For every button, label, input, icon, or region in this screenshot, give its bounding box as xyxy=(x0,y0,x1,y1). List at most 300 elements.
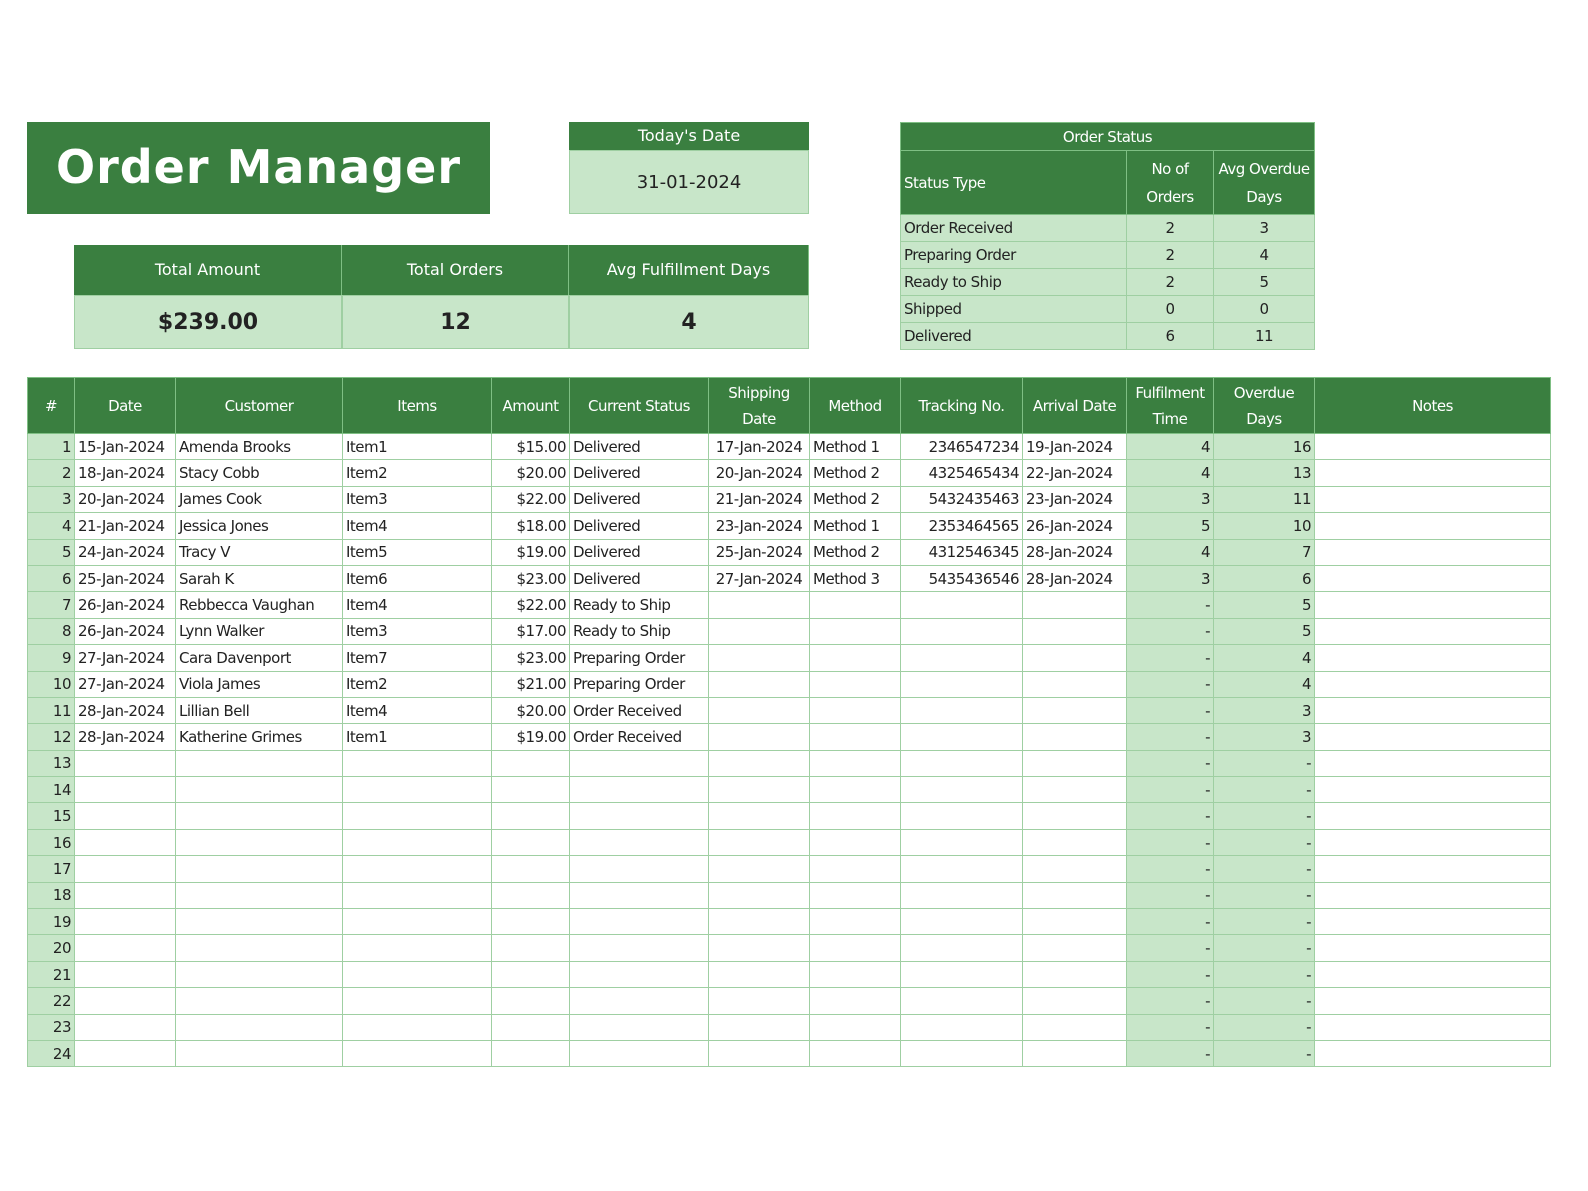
table-cell[interactable] xyxy=(709,935,810,961)
table-cell[interactable]: 10 xyxy=(1214,513,1315,539)
table-cell[interactable]: 6 xyxy=(28,565,75,591)
table-cell[interactable] xyxy=(343,829,492,855)
table-cell[interactable] xyxy=(1023,803,1127,829)
table-cell[interactable]: Lynn Walker xyxy=(176,618,343,644)
table-cell[interactable] xyxy=(1023,988,1127,1014)
table-cell[interactable] xyxy=(492,935,570,961)
table-cell[interactable] xyxy=(176,829,343,855)
table-cell[interactable] xyxy=(1315,935,1551,961)
table-cell[interactable] xyxy=(570,988,709,1014)
table-cell[interactable]: Delivered xyxy=(570,565,709,591)
table-cell[interactable] xyxy=(176,777,343,803)
table-cell[interactable]: 28-Jan-2024 xyxy=(75,697,176,723)
table-cell[interactable] xyxy=(1315,724,1551,750)
table-cell[interactable] xyxy=(1315,671,1551,697)
table-cell[interactable] xyxy=(810,803,901,829)
column-header[interactable]: Date xyxy=(75,378,176,434)
table-cell[interactable]: $15.00 xyxy=(492,434,570,460)
table-cell[interactable] xyxy=(810,1014,901,1040)
table-cell[interactable] xyxy=(810,618,901,644)
table-cell[interactable]: 24-Jan-2024 xyxy=(75,539,176,565)
table-cell[interactable] xyxy=(709,1040,810,1066)
table-cell[interactable]: 26-Jan-2024 xyxy=(1023,513,1127,539)
table-cell[interactable] xyxy=(901,961,1023,987)
table-cell[interactable] xyxy=(343,935,492,961)
table-cell[interactable] xyxy=(810,671,901,697)
table-cell[interactable] xyxy=(1315,961,1551,987)
table-cell[interactable]: 2 xyxy=(28,460,75,486)
table-cell[interactable]: Amenda Brooks xyxy=(176,434,343,460)
table-cell[interactable] xyxy=(709,592,810,618)
table-cell[interactable] xyxy=(75,829,176,855)
table-cell[interactable]: - xyxy=(1127,697,1214,723)
table-cell[interactable]: Delivered xyxy=(570,513,709,539)
table-cell[interactable] xyxy=(810,882,901,908)
table-cell[interactable]: 26-Jan-2024 xyxy=(75,592,176,618)
table-cell[interactable] xyxy=(901,618,1023,644)
column-header[interactable]: Customer xyxy=(176,378,343,434)
table-cell[interactable] xyxy=(570,803,709,829)
table-cell[interactable] xyxy=(492,829,570,855)
table-cell[interactable] xyxy=(176,803,343,829)
table-cell[interactable]: - xyxy=(1127,988,1214,1014)
table-cell[interactable] xyxy=(810,909,901,935)
table-cell[interactable] xyxy=(1023,909,1127,935)
table-cell[interactable]: - xyxy=(1214,909,1315,935)
table-cell[interactable] xyxy=(1023,856,1127,882)
table-cell[interactable] xyxy=(176,935,343,961)
table-cell[interactable] xyxy=(1315,460,1551,486)
table-cell[interactable]: $23.00 xyxy=(492,565,570,591)
table-cell[interactable]: 6 xyxy=(1214,565,1315,591)
table-cell[interactable] xyxy=(1023,750,1127,776)
table-cell[interactable]: 22 xyxy=(28,988,75,1014)
table-cell[interactable] xyxy=(343,988,492,1014)
table-cell[interactable]: 19-Jan-2024 xyxy=(1023,434,1127,460)
table-cell[interactable] xyxy=(1315,829,1551,855)
table-cell[interactable] xyxy=(1315,486,1551,512)
table-cell[interactable] xyxy=(901,935,1023,961)
table-cell[interactable] xyxy=(492,856,570,882)
table-cell[interactable] xyxy=(492,988,570,1014)
table-cell[interactable] xyxy=(1315,882,1551,908)
table-cell[interactable] xyxy=(810,592,901,618)
table-cell[interactable]: 15 xyxy=(28,803,75,829)
table-cell[interactable]: Ready to Ship xyxy=(570,618,709,644)
table-cell[interactable]: Method 2 xyxy=(810,539,901,565)
table-cell[interactable]: 15-Jan-2024 xyxy=(75,434,176,460)
table-cell[interactable] xyxy=(343,961,492,987)
table-cell[interactable]: 3 xyxy=(28,486,75,512)
column-header[interactable]: Amount xyxy=(492,378,570,434)
table-cell[interactable]: 4312546345 xyxy=(901,539,1023,565)
table-cell[interactable] xyxy=(901,750,1023,776)
table-cell[interactable]: $22.00 xyxy=(492,486,570,512)
table-cell[interactable] xyxy=(901,777,1023,803)
table-cell[interactable] xyxy=(343,1014,492,1040)
table-cell[interactable] xyxy=(901,988,1023,1014)
table-cell[interactable] xyxy=(1023,829,1127,855)
table-cell[interactable] xyxy=(570,777,709,803)
table-cell[interactable] xyxy=(570,935,709,961)
table-cell[interactable]: Item6 xyxy=(343,565,492,591)
table-cell[interactable]: Item4 xyxy=(343,697,492,723)
table-cell[interactable]: 28-Jan-2024 xyxy=(75,724,176,750)
table-cell[interactable]: - xyxy=(1127,750,1214,776)
table-cell[interactable] xyxy=(570,1040,709,1066)
table-cell[interactable] xyxy=(709,671,810,697)
table-cell[interactable]: 5 xyxy=(1127,513,1214,539)
table-cell[interactable] xyxy=(1315,513,1551,539)
table-cell[interactable] xyxy=(176,882,343,908)
table-cell[interactable] xyxy=(1023,777,1127,803)
table-cell[interactable]: 20-Jan-2024 xyxy=(75,486,176,512)
table-cell[interactable] xyxy=(1023,1014,1127,1040)
table-cell[interactable] xyxy=(901,645,1023,671)
table-cell[interactable] xyxy=(343,856,492,882)
table-cell[interactable]: 3 xyxy=(1127,486,1214,512)
table-cell[interactable]: - xyxy=(1127,909,1214,935)
table-cell[interactable]: - xyxy=(1214,935,1315,961)
table-cell[interactable]: Item7 xyxy=(343,645,492,671)
table-cell[interactable]: 4 xyxy=(1127,434,1214,460)
table-cell[interactable]: Method 3 xyxy=(810,565,901,591)
column-header[interactable]: Current Status xyxy=(570,378,709,434)
table-cell[interactable] xyxy=(75,935,176,961)
table-cell[interactable]: - xyxy=(1127,671,1214,697)
table-cell[interactable]: 5 xyxy=(1214,592,1315,618)
table-cell[interactable]: $20.00 xyxy=(492,697,570,723)
table-cell[interactable]: Preparing Order xyxy=(570,645,709,671)
table-cell[interactable]: 9 xyxy=(28,645,75,671)
table-cell[interactable] xyxy=(709,909,810,935)
table-cell[interactable]: Delivered xyxy=(570,434,709,460)
table-cell[interactable] xyxy=(570,909,709,935)
table-cell[interactable] xyxy=(810,750,901,776)
table-cell[interactable] xyxy=(709,750,810,776)
table-cell[interactable]: 7 xyxy=(1214,539,1315,565)
table-cell[interactable] xyxy=(492,803,570,829)
table-cell[interactable]: 7 xyxy=(28,592,75,618)
table-cell[interactable] xyxy=(492,1014,570,1040)
table-cell[interactable] xyxy=(810,988,901,1014)
table-cell[interactable] xyxy=(75,1040,176,1066)
table-cell[interactable]: 21-Jan-2024 xyxy=(75,513,176,539)
table-cell[interactable]: $23.00 xyxy=(492,645,570,671)
table-cell[interactable]: 5 xyxy=(1214,618,1315,644)
table-cell[interactable]: Item1 xyxy=(343,724,492,750)
table-cell[interactable]: 14 xyxy=(28,777,75,803)
table-cell[interactable]: 2346547234 xyxy=(901,434,1023,460)
column-header[interactable]: Shipping Date xyxy=(709,378,810,434)
table-cell[interactable]: - xyxy=(1127,618,1214,644)
table-cell[interactable]: - xyxy=(1127,803,1214,829)
table-cell[interactable]: - xyxy=(1127,961,1214,987)
table-cell[interactable]: Delivered xyxy=(570,486,709,512)
column-header[interactable]: Overdue Days xyxy=(1214,378,1315,434)
table-cell[interactable]: 4 xyxy=(1127,460,1214,486)
table-cell[interactable]: $21.00 xyxy=(492,671,570,697)
table-cell[interactable]: 23-Jan-2024 xyxy=(1023,486,1127,512)
table-cell[interactable]: 24 xyxy=(28,1040,75,1066)
table-cell[interactable]: Delivered xyxy=(570,460,709,486)
table-cell[interactable] xyxy=(709,645,810,671)
table-cell[interactable]: 13 xyxy=(28,750,75,776)
table-cell[interactable] xyxy=(1023,618,1127,644)
table-cell[interactable]: Item5 xyxy=(343,539,492,565)
table-cell[interactable] xyxy=(176,988,343,1014)
table-cell[interactable]: 23-Jan-2024 xyxy=(709,513,810,539)
table-cell[interactable]: - xyxy=(1214,1014,1315,1040)
table-cell[interactable] xyxy=(176,909,343,935)
table-cell[interactable]: $19.00 xyxy=(492,724,570,750)
table-cell[interactable]: - xyxy=(1214,988,1315,1014)
table-cell[interactable] xyxy=(176,856,343,882)
table-cell[interactable]: - xyxy=(1127,1040,1214,1066)
table-cell[interactable] xyxy=(810,724,901,750)
table-cell[interactable]: Preparing Order xyxy=(570,671,709,697)
table-cell[interactable]: - xyxy=(1214,777,1315,803)
table-cell[interactable] xyxy=(1023,592,1127,618)
table-cell[interactable]: 26-Jan-2024 xyxy=(75,618,176,644)
table-cell[interactable]: 4 xyxy=(1127,539,1214,565)
table-cell[interactable]: 18-Jan-2024 xyxy=(75,460,176,486)
table-cell[interactable] xyxy=(1023,671,1127,697)
table-cell[interactable] xyxy=(901,803,1023,829)
column-header[interactable]: Arrival Date xyxy=(1023,378,1127,434)
table-cell[interactable]: Item1 xyxy=(343,434,492,460)
table-cell[interactable] xyxy=(492,882,570,908)
table-cell[interactable] xyxy=(1023,1040,1127,1066)
table-cell[interactable] xyxy=(1315,434,1551,460)
table-cell[interactable]: Item4 xyxy=(343,592,492,618)
table-cell[interactable]: 16 xyxy=(1214,434,1315,460)
table-cell[interactable] xyxy=(343,750,492,776)
table-cell[interactable] xyxy=(343,803,492,829)
table-cell[interactable] xyxy=(343,882,492,908)
table-cell[interactable] xyxy=(75,1014,176,1040)
table-cell[interactable] xyxy=(810,645,901,671)
table-cell[interactable]: 21-Jan-2024 xyxy=(709,486,810,512)
table-cell[interactable]: Cara Davenport xyxy=(176,645,343,671)
table-cell[interactable]: 3 xyxy=(1214,724,1315,750)
table-cell[interactable] xyxy=(709,856,810,882)
column-header[interactable]: Method xyxy=(810,378,901,434)
table-cell[interactable] xyxy=(1315,565,1551,591)
table-cell[interactable] xyxy=(810,777,901,803)
table-cell[interactable] xyxy=(492,777,570,803)
table-cell[interactable]: - xyxy=(1214,829,1315,855)
table-cell[interactable]: - xyxy=(1127,935,1214,961)
table-cell[interactable] xyxy=(343,1040,492,1066)
table-cell[interactable] xyxy=(75,909,176,935)
table-cell[interactable]: 28-Jan-2024 xyxy=(1023,565,1127,591)
table-cell[interactable]: 2353464565 xyxy=(901,513,1023,539)
table-cell[interactable]: - xyxy=(1127,856,1214,882)
table-cell[interactable]: 27-Jan-2024 xyxy=(75,645,176,671)
table-cell[interactable] xyxy=(1315,750,1551,776)
table-cell[interactable]: - xyxy=(1127,1014,1214,1040)
table-cell[interactable] xyxy=(709,961,810,987)
table-cell[interactable]: 18 xyxy=(28,882,75,908)
table-cell[interactable]: - xyxy=(1214,882,1315,908)
table-cell[interactable] xyxy=(1315,539,1551,565)
table-cell[interactable]: $18.00 xyxy=(492,513,570,539)
table-cell[interactable] xyxy=(176,961,343,987)
table-cell[interactable] xyxy=(75,750,176,776)
table-cell[interactable] xyxy=(1315,592,1551,618)
table-cell[interactable]: 12 xyxy=(28,724,75,750)
table-cell[interactable]: - xyxy=(1127,645,1214,671)
table-cell[interactable]: Rebbecca Vaughan xyxy=(176,592,343,618)
table-cell[interactable] xyxy=(75,856,176,882)
table-cell[interactable] xyxy=(492,1040,570,1066)
table-cell[interactable] xyxy=(176,750,343,776)
table-cell[interactable]: Tracy V xyxy=(176,539,343,565)
table-cell[interactable] xyxy=(343,909,492,935)
column-header[interactable]: Fulfilment Time xyxy=(1127,378,1214,434)
table-cell[interactable]: 4 xyxy=(1214,645,1315,671)
table-cell[interactable] xyxy=(709,988,810,1014)
table-cell[interactable]: Stacy Cobb xyxy=(176,460,343,486)
table-cell[interactable]: 16 xyxy=(28,829,75,855)
table-cell[interactable]: Katherine Grimes xyxy=(176,724,343,750)
table-cell[interactable]: 19 xyxy=(28,909,75,935)
table-cell[interactable]: $22.00 xyxy=(492,592,570,618)
table-cell[interactable]: 20 xyxy=(28,935,75,961)
table-cell[interactable]: 13 xyxy=(1214,460,1315,486)
table-cell[interactable]: 4 xyxy=(1214,671,1315,697)
table-cell[interactable] xyxy=(1315,697,1551,723)
table-cell[interactable] xyxy=(570,856,709,882)
table-cell[interactable] xyxy=(709,724,810,750)
table-cell[interactable] xyxy=(709,829,810,855)
table-cell[interactable]: Viola James xyxy=(176,671,343,697)
table-cell[interactable]: 5 xyxy=(28,539,75,565)
table-cell[interactable] xyxy=(492,750,570,776)
table-cell[interactable]: Item2 xyxy=(343,671,492,697)
table-cell[interactable] xyxy=(1023,697,1127,723)
table-cell[interactable]: - xyxy=(1127,592,1214,618)
table-cell[interactable]: 5435436546 xyxy=(901,565,1023,591)
table-cell[interactable]: 10 xyxy=(28,671,75,697)
table-cell[interactable]: - xyxy=(1214,856,1315,882)
table-cell[interactable]: 5432435463 xyxy=(901,486,1023,512)
table-cell[interactable] xyxy=(343,777,492,803)
column-header[interactable]: Tracking No. xyxy=(901,378,1023,434)
table-cell[interactable]: - xyxy=(1127,724,1214,750)
table-cell[interactable] xyxy=(1023,724,1127,750)
table-cell[interactable] xyxy=(75,882,176,908)
table-cell[interactable] xyxy=(1315,777,1551,803)
table-cell[interactable] xyxy=(1315,618,1551,644)
table-cell[interactable]: 3 xyxy=(1127,565,1214,591)
table-cell[interactable] xyxy=(810,961,901,987)
table-cell[interactable]: 4 xyxy=(28,513,75,539)
table-cell[interactable]: Item3 xyxy=(343,618,492,644)
table-cell[interactable] xyxy=(901,1014,1023,1040)
table-cell[interactable] xyxy=(1023,645,1127,671)
table-cell[interactable] xyxy=(1315,988,1551,1014)
table-cell[interactable] xyxy=(75,988,176,1014)
table-cell[interactable] xyxy=(570,750,709,776)
table-cell[interactable]: Method 1 xyxy=(810,434,901,460)
table-cell[interactable] xyxy=(492,909,570,935)
table-cell[interactable] xyxy=(1315,645,1551,671)
table-cell[interactable]: 3 xyxy=(1214,697,1315,723)
table-cell[interactable]: Sarah K xyxy=(176,565,343,591)
table-cell[interactable]: 8 xyxy=(28,618,75,644)
table-cell[interactable]: 17 xyxy=(28,856,75,882)
table-cell[interactable]: - xyxy=(1214,961,1315,987)
table-cell[interactable] xyxy=(901,856,1023,882)
table-cell[interactable] xyxy=(810,697,901,723)
column-header[interactable]: Notes xyxy=(1315,378,1551,434)
table-cell[interactable] xyxy=(570,882,709,908)
table-cell[interactable] xyxy=(709,618,810,644)
table-cell[interactable]: 17-Jan-2024 xyxy=(709,434,810,460)
table-cell[interactable] xyxy=(1315,803,1551,829)
table-cell[interactable] xyxy=(492,961,570,987)
table-cell[interactable] xyxy=(176,1014,343,1040)
table-cell[interactable]: - xyxy=(1214,803,1315,829)
table-cell[interactable]: Order Received xyxy=(570,697,709,723)
table-cell[interactable] xyxy=(75,961,176,987)
table-cell[interactable] xyxy=(709,1014,810,1040)
column-header[interactable]: # xyxy=(28,378,75,434)
table-cell[interactable]: Item3 xyxy=(343,486,492,512)
table-cell[interactable] xyxy=(810,829,901,855)
table-cell[interactable] xyxy=(75,803,176,829)
table-cell[interactable]: 21 xyxy=(28,961,75,987)
table-cell[interactable] xyxy=(901,697,1023,723)
table-cell[interactable]: $19.00 xyxy=(492,539,570,565)
table-cell[interactable]: Item2 xyxy=(343,460,492,486)
table-cell[interactable] xyxy=(570,961,709,987)
table-cell[interactable] xyxy=(901,882,1023,908)
table-cell[interactable]: Delivered xyxy=(570,539,709,565)
table-cell[interactable] xyxy=(1023,961,1127,987)
table-cell[interactable] xyxy=(901,592,1023,618)
table-cell[interactable]: 23 xyxy=(28,1014,75,1040)
table-cell[interactable] xyxy=(901,1040,1023,1066)
table-cell[interactable] xyxy=(570,829,709,855)
table-cell[interactable]: - xyxy=(1127,882,1214,908)
table-cell[interactable]: Item4 xyxy=(343,513,492,539)
table-cell[interactable]: James Cook xyxy=(176,486,343,512)
table-cell[interactable] xyxy=(709,882,810,908)
table-cell[interactable] xyxy=(901,829,1023,855)
table-cell[interactable]: - xyxy=(1127,829,1214,855)
table-cell[interactable]: 27-Jan-2024 xyxy=(709,565,810,591)
table-cell[interactable]: 28-Jan-2024 xyxy=(1023,539,1127,565)
table-cell[interactable]: Order Received xyxy=(570,724,709,750)
table-cell[interactable] xyxy=(810,935,901,961)
table-cell[interactable] xyxy=(176,1040,343,1066)
table-cell[interactable]: 27-Jan-2024 xyxy=(75,671,176,697)
table-cell[interactable] xyxy=(1315,1014,1551,1040)
table-cell[interactable] xyxy=(901,724,1023,750)
table-cell[interactable] xyxy=(709,803,810,829)
table-cell[interactable]: 25-Jan-2024 xyxy=(709,539,810,565)
table-cell[interactable]: Method 1 xyxy=(810,513,901,539)
table-cell[interactable] xyxy=(1023,935,1127,961)
table-cell[interactable] xyxy=(810,1040,901,1066)
table-cell[interactable]: Method 2 xyxy=(810,460,901,486)
table-cell[interactable] xyxy=(1315,909,1551,935)
column-header[interactable]: Items xyxy=(343,378,492,434)
table-cell[interactable]: - xyxy=(1127,777,1214,803)
